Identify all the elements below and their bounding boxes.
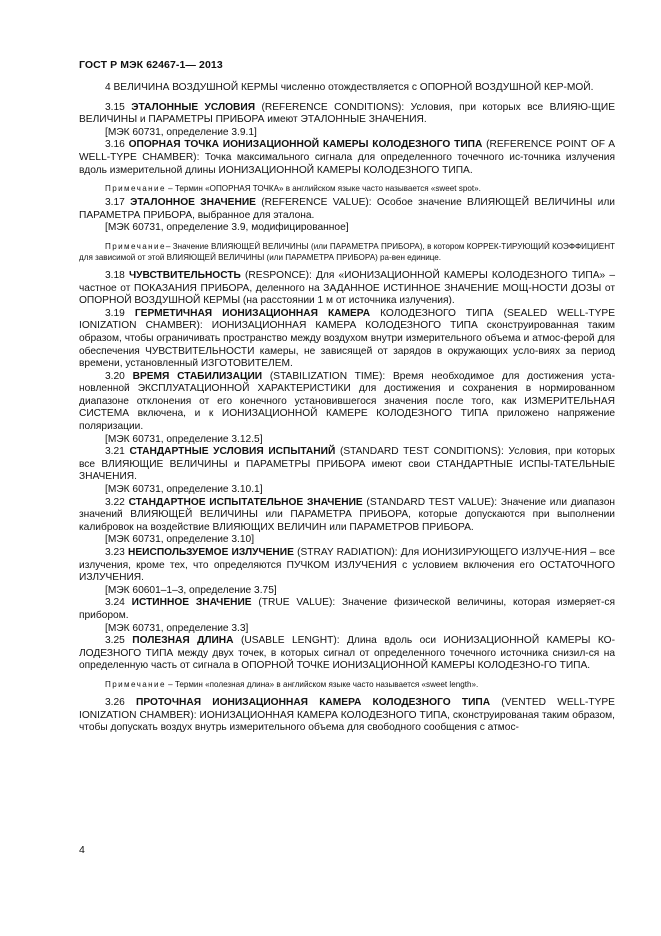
definition-3-25: 3.25 ПОЛЕЗНАЯ ДЛИНА (USABLE LENGHT): Длина вдоль оси ИОНИЗАЦИОННОЙ КАМЕРЫ КО-ЛОДЕЗНОГО ТИПА между двух точек, в которых сигнал от определенного точечного источника снизил-ся на определенную часть от сигнала в ОПОРНОЙ ТОЧКЕ ИОНИЗАЦИОННОЙ КАМЕРЫ КОЛОДЕЗНО-ГО ТИПА. <box>79 635 615 672</box>
note-3-17: Примечание– Значение ВЛИЯЮЩЕЙ ВЕЛИЧИНЫ (или ПАРАМЕТРА ПРИБОРА), в котором КОРРЕК-ТИРУЮЩИЙ КОЭФФИЦИЕНТ для зависимой от этой ВЛИЯЮЩЕЙ ВЕЛИЧИНЫ (или ПАРАМЕТРА ПРИБОРА) ра-вен единице. <box>79 241 615 262</box>
term: ПРОТОЧНАЯ ИОНИЗАЦИОННАЯ КАМЕРА КОЛОДЕЗНОГО ТИПА <box>136 696 491 708</box>
definition-3-20: 3.20 ВРЕМЯ СТАБИЛИЗАЦИИ (STABILIZATION TIME): Время необходимое для достижения уста-новленной ЭКСПЛУАТАЦИОННОЙ ХАРАКТЕРИСТИКИ для достижения и сохранения в нормированном диапазоне отклонения от его конечного установившегося значения после того, как ИЗМЕРИТЕЛЬНАЯ СИСТЕМА включена, и к ИОНИЗАЦИОННОЙ КАМЕРЕ КОЛОДЕЗНОГО ТИПА приложено напряжение поляризации. <box>79 370 615 433</box>
term: СТАНДАРТНЫЕ УСЛОВИЯ ИСПЫТАНИЙ <box>129 446 336 458</box>
page-header: ГОСТ Р МЭК 62467-1— 2013 <box>79 59 223 71</box>
note-3-16: Примечание – Термин «ОПОРНАЯ ТОЧКА» в английском языке часто называется «sweet spot». <box>105 184 481 194</box>
reference-3-15: [МЭК 60731, определение 3.9.1] <box>105 126 257 138</box>
definition-3-15: 3.15 ЭТАЛОННЫЕ УСЛОВИЯ (REFERENCE CONDITIONS): Условия, при которых все ВЛИЯЮ-ЩИЕ ВЕЛИЧИНЫ и ПАРАМЕТРЫ ПРИБОРА имеют ЭТАЛОННЫЕ ЗНАЧЕНИЯ. <box>79 101 615 126</box>
note-3-25: Примечание – Термин «полезная длина» в английском языке часто называется «sweet length». <box>105 679 479 689</box>
term: ОПОРНАЯ ТОЧКА ИОНИЗАЦИОННОЙ КАМЕРЫ КОЛОДЕЗНОГО ТИПА <box>128 139 483 151</box>
definition-3-22: 3.22 СТАНДАРТНОЕ ИСПЫТАТЕЛЬНОЕ ЗНАЧЕНИЕ (STANDARD TEST VALUE): Значение или диапазон значений ВЛИЯЮЩЕЙ ВЕЛИЧИНЫ или ПАРАМЕТРА ПРИБОРА, которые допускаются при выполнении калибровок на воздействие ВЛИЯЮЩИХ ВЕЛИЧИН или ПАРАМЕТРОВ ПРИБОРА. <box>79 496 615 533</box>
reference-3-17: [МЭК 60731, определение 3.9, модифицированное] <box>105 222 349 234</box>
definition-3-16: 3.16 ОПОРНАЯ ТОЧКА ИОНИЗАЦИОННОЙ КАМЕРЫ КОЛОДЕЗНОГО ТИПА (REFERENCE POINT OF A WELL-TYPE CHAMBER): Точка максимального сигнала для определенного точечного ис-точника излучения вдоль измерительной длины ИОНИЗАЦИОННОЙ КАМЕРЫ КОЛОДЕЗНОГО ТИПА. <box>79 139 615 176</box>
definition-3-23: 3.23 НЕИСПОЛЬЗУЕМОЕ ИЗЛУЧЕНИЕ (STRAY RADIATION): Для ИОНИЗИРУЮЩЕГО ИЗЛУЧЕ-НИЯ – все излучения, кроме тех, что определяются ПУЧКОМ ИЗЛУЧЕНИЯ с условием включения его ОСТАТОЧНОГО ИЗЛУЧЕНИЯ. <box>79 547 615 584</box>
definition-3-17: 3.17 ЭТАЛОННОЕ ЗНАЧЕНИЕ (REFERENCE VALUE): Особое значение ВЛИЯЮЩЕЙ ВЕЛИЧИНЫ или ПАРАМЕТРА ПРИБОРА, выбранное для эталона. <box>79 197 615 221</box>
definition-3-19: 3.19 ГЕРМЕТИЧНАЯ ИОНИЗАЦИОННАЯ КАМЕРА КОЛОДЕЗНОГО ТИПА (SEALED WELL-TYPE IONIZATION CHAMBER): ИОНИЗАЦИОННАЯ КАМЕРА КОЛОДЕЗНОГО ТИПА сконструированная таким образом, чтобы ограничивать пространство между воздухом внутри измерительного объема и атмос-ферой для обеспечения ЧУВСТВИТЕЛЬНОСТИ камеры, не зависящей от зарядов в окружающих усло-виях за период времени, установленный ИЗГОТОВИТЕЛЕМ. <box>79 307 615 370</box>
term: ИСТИННОЕ ЗНАЧЕНИЕ <box>131 597 252 609</box>
term: ПОЛЕЗНАЯ ДЛИНА <box>132 635 234 647</box>
definition-3-18: 3.18 ЧУВСТВИТЕЛЬНОСТЬ (RESPONCE): Для «ИОНИЗАЦИОННОЙ КАМЕРЫ КОЛОДЕЗНОГО ТИПА» – частное от ПОКАЗАНИЯ ПРИБОРА, деленного на ЗАДАННОЕ ИСТИННОЕ ЗНАЧЕНИЕ МОЩ-НОСТИ ДОЗЫ от ОПОРНОЙ ВОЗДУШНОЙ КЕРМЫ (на расстоянии 1 м от источника излучения). <box>79 269 615 307</box>
reference-3-24: [МЭК 60731, определение 3.3] <box>105 622 249 634</box>
paragraph-note-4: 4 ВЕЛИЧИНА ВОЗДУШНОЙ КЕРМЫ численно отождествляется с ОПОРНОЙ ВОЗДУШНОЙ КЕР-МОЙ. <box>105 82 594 93</box>
term: НЕИСПОЛЬЗУЕМОЕ ИЗЛУЧЕНИЕ <box>128 547 294 558</box>
definition-3-26: 3.26 ПРОТОЧНАЯ ИОНИЗАЦИОННАЯ КАМЕРА КОЛОДЕЗНОГО ТИПА (VENTED WELL-TYPE IONIZATION CHAMBER): ИОНИЗАЦИОННАЯ КАМЕРА КОЛОДЕЗНОГО ТИПА, сконструированая таким образом, чтобы допускать воздух внутрь измерительного объема для свободного сообщения с атмос- <box>79 696 615 734</box>
reference-3-21: [МЭК 60731, определение 3.10.1] <box>105 484 263 496</box>
term: ЧУВСТВИТЕЛЬНОСТЬ <box>128 269 241 281</box>
document-body <box>79 82 615 735</box>
term: ЭТАЛОННЫЕ УСЛОВИЯ <box>131 101 256 113</box>
page-number: 4 <box>79 844 85 856</box>
reference-3-20: [МЭК 60731, определение 3.12.5] <box>105 433 263 445</box>
definition-3-21: 3.21 СТАНДАРТНЫЕ УСЛОВИЯ ИСПЫТАНИЙ (STANDARD TEST CONDITIONS): Условия, при которых все ВЛИЯЮЩИЕ ВЕЛИЧИНЫ и ПАРАМЕТРЫ ПРИБОРА имеют свои СТАНДАРТНЫЕ ИСПЫ-ТАТЕЛЬНЫЕ ЗНАЧЕНИЯ. <box>79 446 615 483</box>
reference-3-22: [МЭК 60731, определение 3.10] <box>105 534 255 546</box>
term: ЭТАЛОННОЕ ЗНАЧЕНИЕ <box>130 197 256 209</box>
term: ГЕРМЕТИЧНАЯ ИОНИЗАЦИОННАЯ КАМЕРА <box>134 307 371 319</box>
definition-3-24: 3.24 ИСТИННОЕ ЗНАЧЕНИЕ (TRUE VALUE): Значение физической величины, которая измеряет-ся прибором. <box>79 597 615 621</box>
reference-3-23: [МЭК 60601–1–3, определение 3.75] <box>105 584 277 596</box>
term: СТАНДАРТНОЕ ИСПЫТАТЕЛЬНОЕ ЗНАЧЕНИЕ <box>128 496 363 508</box>
term: ВРЕМЯ СТАБИЛИЗАЦИИ <box>132 370 263 382</box>
